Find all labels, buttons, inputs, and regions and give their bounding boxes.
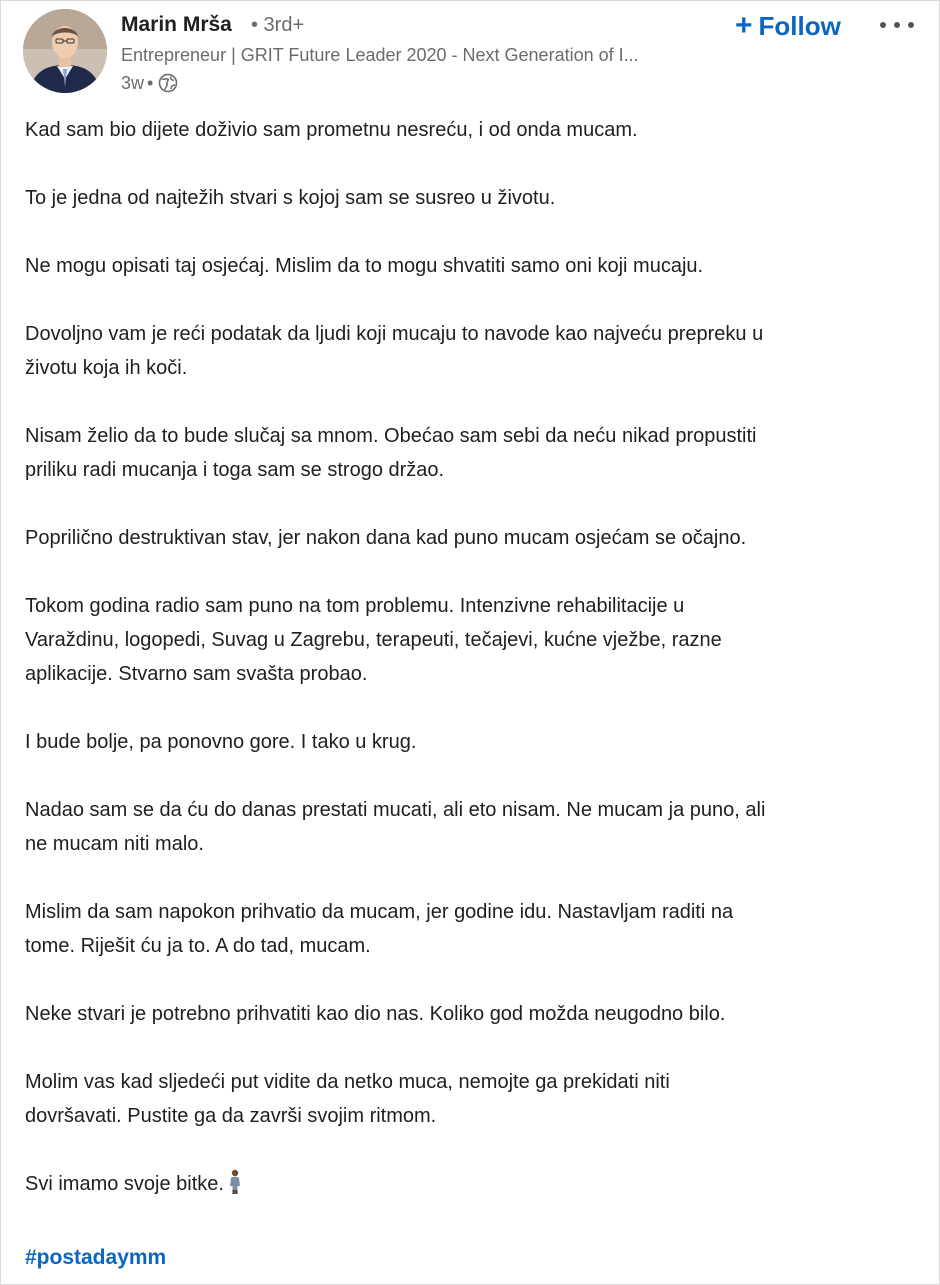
hashtag-link[interactable]: #postadaymm <box>25 1246 167 1269</box>
avatar-photo-icon <box>23 9 107 93</box>
post-paragraph: To je jedna od najtežih stvari s kojoj sam se susreo u životu. <box>25 187 556 209</box>
post-paragraph: Ne mogu opisati taj osjećaj. Mislim da to mogu shvatiti samo oni koji mucaju. <box>25 255 704 277</box>
person-standing-emoji-icon <box>228 1169 242 1195</box>
connection-degree: • 3rd+ <box>251 14 305 36</box>
post-paragraph: Dovoljno vam je reći podatak da ljudi koji mucaju to navode kao najveću prepreku u životu koja ih koči. <box>25 323 764 379</box>
post-paragraph: Kad sam bio dijete doživio sam prometnu nesreću, i od onda mucam. <box>25 119 638 141</box>
plus-icon: + <box>735 9 753 42</box>
globe-icon <box>158 73 178 93</box>
avatar[interactable] <box>23 9 107 93</box>
more-options-button[interactable] <box>873 9 921 41</box>
post-header <box>1 1 940 101</box>
post-meta <box>121 71 178 95</box>
post-text <box>25 113 925 1235</box>
post-paragraph: Neke stvari je potrebno prihvatiti kao dio nas. Koliko god možda neugodno bilo. <box>25 1003 726 1025</box>
post-paragraph: Poprilično destruktivan stav, jer nakon dana kad puno mucam osjećam se očajno. <box>25 527 747 549</box>
post-paragraph: Tokom godina radio sam puno na tom problemu. Intenzivne rehabilitacije u Varaždinu, logopedi, Suvag u Zagrebu, terapeuti, tečajevi, kućne vježbe, razne aplikacije. Stvarno sam svašta probao. <box>25 595 722 685</box>
post-paragraph: I bude bolje, pa ponovno gore. I tako u krug. <box>25 731 417 753</box>
follow-label: Follow <box>758 10 841 41</box>
follow-button[interactable] <box>731 7 845 45</box>
post-paragraph: Nadao sam se da ću do danas prestati mucati, ali eto nisam. Ne mucam ja puno, ali ne mucam niti malo. <box>25 799 766 855</box>
author-name[interactable]: Marin Mrša <box>121 13 232 36</box>
author-headline: Entrepreneur | GRIT Future Leader 2020 - Next Generation of I... <box>121 45 639 65</box>
post-paragraph: Nisam želio da to bude slučaj sa mnom. Obećao sam sebi da neću nikad propustiti priliku radi mucanja i toga sam se strogo držao. <box>25 425 757 481</box>
more-horizontal-icon <box>877 20 917 30</box>
post-paragraph: Mislim da sam napokon prihvatio da mucam, jer godine idu. Nastavljam raditi na tome. Riješit ću ja to. A do tad, mucam. <box>25 901 734 957</box>
post-paragraph: Svi imamo svoje bitke. <box>25 1173 224 1195</box>
post-last-paragraph <box>25 1167 925 1201</box>
meta-separator: • <box>147 72 154 93</box>
post-time: 3w <box>121 72 145 93</box>
post-paragraph: Molim vas kad sljedeći put vidite da netko muca, nemojte ga prekidati niti dovršavati. Pustite ga da završi svojim ritmom. <box>25 1071 670 1127</box>
